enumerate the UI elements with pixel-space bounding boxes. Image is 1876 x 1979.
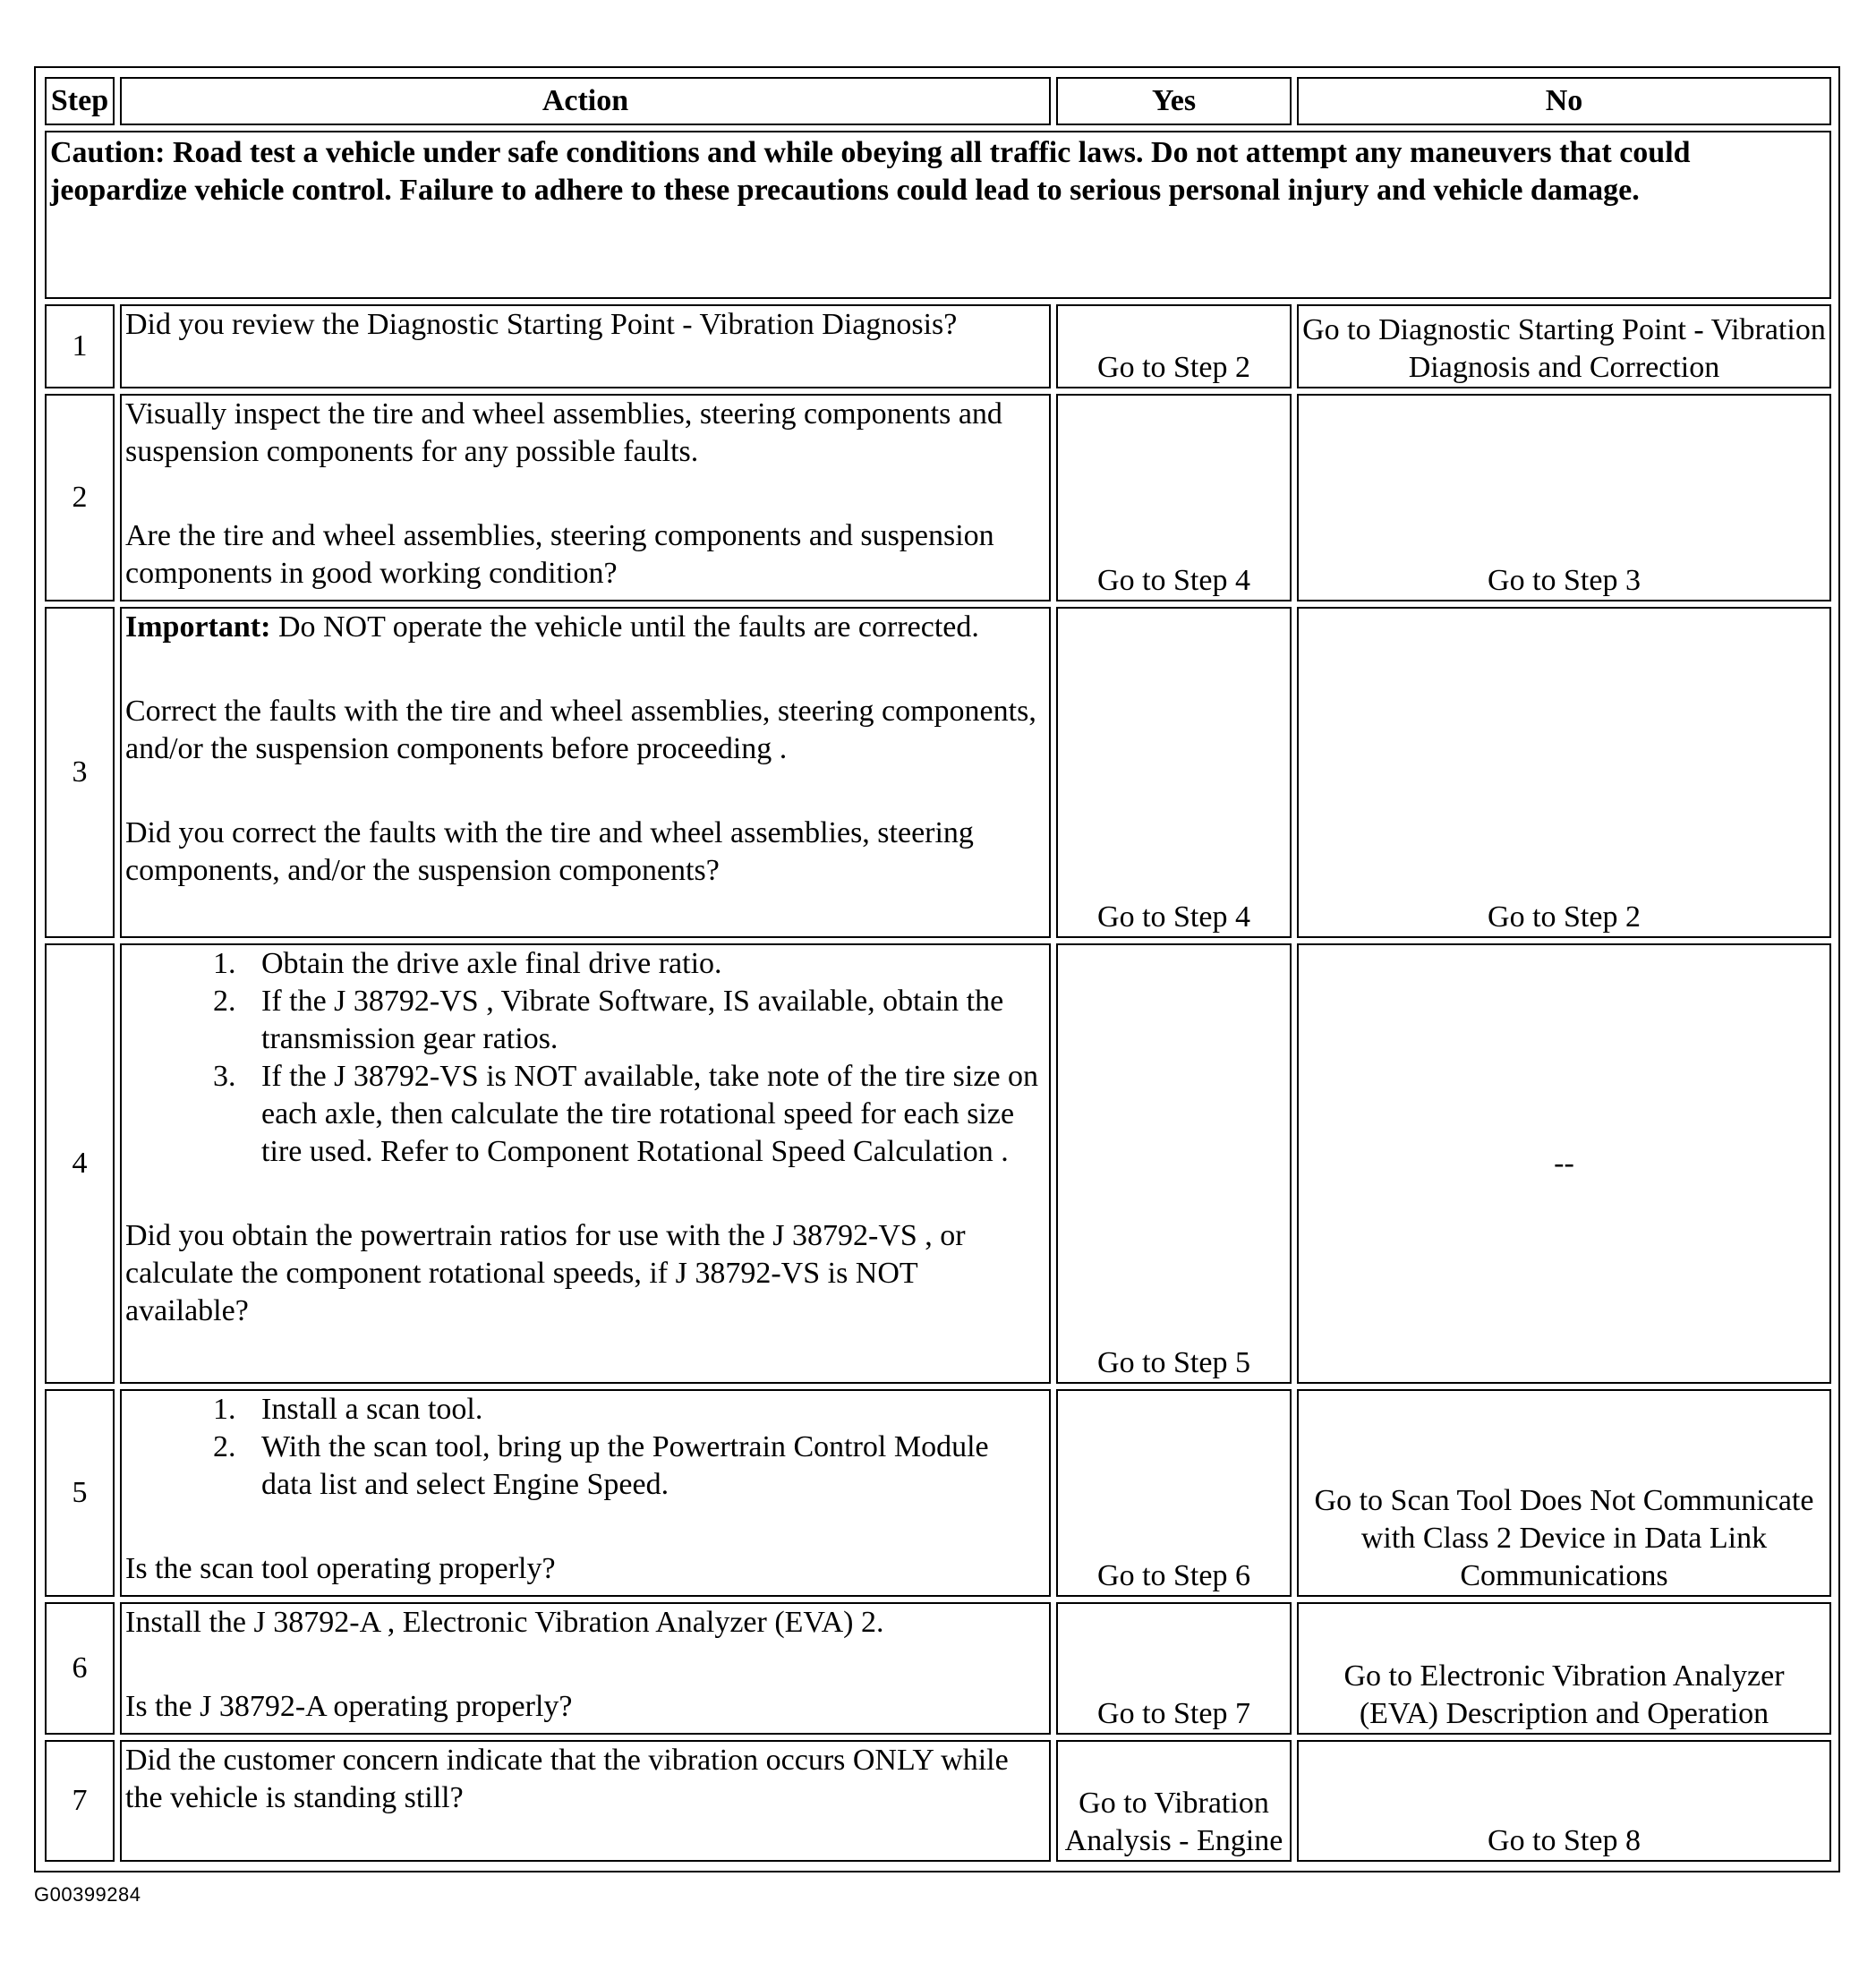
action-cell xyxy=(120,607,1051,938)
action-cell xyxy=(120,394,1051,601)
action-text: Visually inspect the tire and wheel assemblies, steering components and suspension components for any possible faults. xyxy=(125,397,1002,468)
diagnostic-table xyxy=(39,72,1837,1867)
no-cell: Go to Scan Tool Does Not Communicate with Class 2 Device in Data Link Communications xyxy=(1297,1389,1831,1597)
action-list xyxy=(125,945,1045,1171)
list-item: 3. If the J 38792-VS is NOT available, take note of the tire size on each axle, then calculate the tire rotational speed for each size tire used. Refer to Component Rotational Speed Calculation . xyxy=(243,1058,1045,1171)
step-number: 7 xyxy=(45,1740,115,1862)
figure-id: G00399284 xyxy=(34,1883,141,1906)
header-row xyxy=(45,77,1831,125)
no-cell: Go to Step 8 xyxy=(1297,1740,1831,1862)
action-text: Correct the faults with the tire and wheel assemblies, steering components, and/or the suspension components before proceeding . xyxy=(125,695,1036,765)
action-question: Did the customer concern indicate that the vibration occurs ONLY while the vehicle is standing still? xyxy=(125,1744,1009,1814)
action-text: Install the J 38792-A , Electronic Vibration Analyzer (EVA) 2. xyxy=(125,1606,884,1639)
step-number: 1 xyxy=(45,304,115,388)
action-cell xyxy=(120,1389,1051,1597)
action-list xyxy=(125,1391,1045,1504)
action-cell xyxy=(120,304,1051,388)
yes-cell: Go to Step 7 xyxy=(1056,1602,1292,1735)
yes-cell: Go to Step 2 xyxy=(1056,304,1292,388)
action-question: Is the J 38792-A operating properly? xyxy=(125,1690,573,1723)
no-cell: Go to Electronic Vibration Analyzer (EVA) Description and Operation xyxy=(1297,1602,1831,1735)
action-question: Are the tire and wheel assemblies, steering components and suspension components in good working condition? xyxy=(125,519,994,590)
table-row xyxy=(45,943,1831,1384)
header-no: No xyxy=(1297,77,1831,125)
diagnostic-table-frame xyxy=(34,66,1840,1872)
yes-cell: Go to Vibration Analysis - Engine xyxy=(1056,1740,1292,1862)
action-cell xyxy=(120,1602,1051,1735)
important-note xyxy=(125,609,1045,646)
list-item: 1. Install a scan tool. xyxy=(243,1391,1045,1429)
action-question: Did you obtain the powertrain ratios for use with the J 38792-VS , or calculate the component rotational speeds, if J 38792-VS is NOT available? xyxy=(125,1219,966,1327)
yes-cell: Go to Step 6 xyxy=(1056,1389,1292,1597)
action-cell xyxy=(120,1740,1051,1862)
caution-text: Caution: Road test a vehicle under safe conditions and while obeying all traffic laws. Do not attempt any maneuvers that could jeopardize vehicle control. Failure to adhere to these precautions could lead to serious personal injury and vehicle damage. xyxy=(45,131,1831,299)
step-number: 3 xyxy=(45,607,115,938)
header-step: Step xyxy=(45,77,115,125)
yes-cell: Go to Step 5 xyxy=(1056,943,1292,1384)
table-row xyxy=(45,394,1831,601)
no-cell: -- xyxy=(1297,943,1831,1384)
no-cell: Go to Diagnostic Starting Point - Vibration Diagnosis and Correction xyxy=(1297,304,1831,388)
header-yes: Yes xyxy=(1056,77,1292,125)
list-item: 1. Obtain the drive axle final drive ratio. xyxy=(243,945,1045,983)
list-item: 2. With the scan tool, bring up the Powertrain Control Module data list and select Engine Speed. xyxy=(243,1429,1045,1504)
table-row xyxy=(45,304,1831,388)
yes-cell: Go to Step 4 xyxy=(1056,394,1292,601)
step-number: 4 xyxy=(45,943,115,1384)
step-number: 6 xyxy=(45,1602,115,1735)
no-cell: Go to Step 3 xyxy=(1297,394,1831,601)
caution-row xyxy=(45,131,1831,299)
important-label: Important: xyxy=(125,610,271,644)
no-cell: Go to Step 2 xyxy=(1297,607,1831,938)
table-row xyxy=(45,1389,1831,1597)
important-text: Do NOT operate the vehicle until the faults are corrected. xyxy=(270,610,979,644)
yes-cell: Go to Step 4 xyxy=(1056,607,1292,938)
step-number: 2 xyxy=(45,394,115,601)
list-item: 2. If the J 38792-VS , Vibrate Software, IS available, obtain the transmission gear ratios. xyxy=(243,983,1045,1058)
table-row xyxy=(45,1602,1831,1735)
action-question: Is the scan tool operating properly? xyxy=(125,1552,556,1585)
action-text: Did you review the Diagnostic Starting Point - Vibration Diagnosis? xyxy=(125,308,958,341)
table-row xyxy=(45,1740,1831,1862)
step-number: 5 xyxy=(45,1389,115,1597)
header-action: Action xyxy=(120,77,1051,125)
table-row xyxy=(45,607,1831,938)
action-cell xyxy=(120,943,1051,1384)
action-question: Did you correct the faults with the tire and wheel assemblies, steering components, and/or the suspension components? xyxy=(125,816,974,887)
